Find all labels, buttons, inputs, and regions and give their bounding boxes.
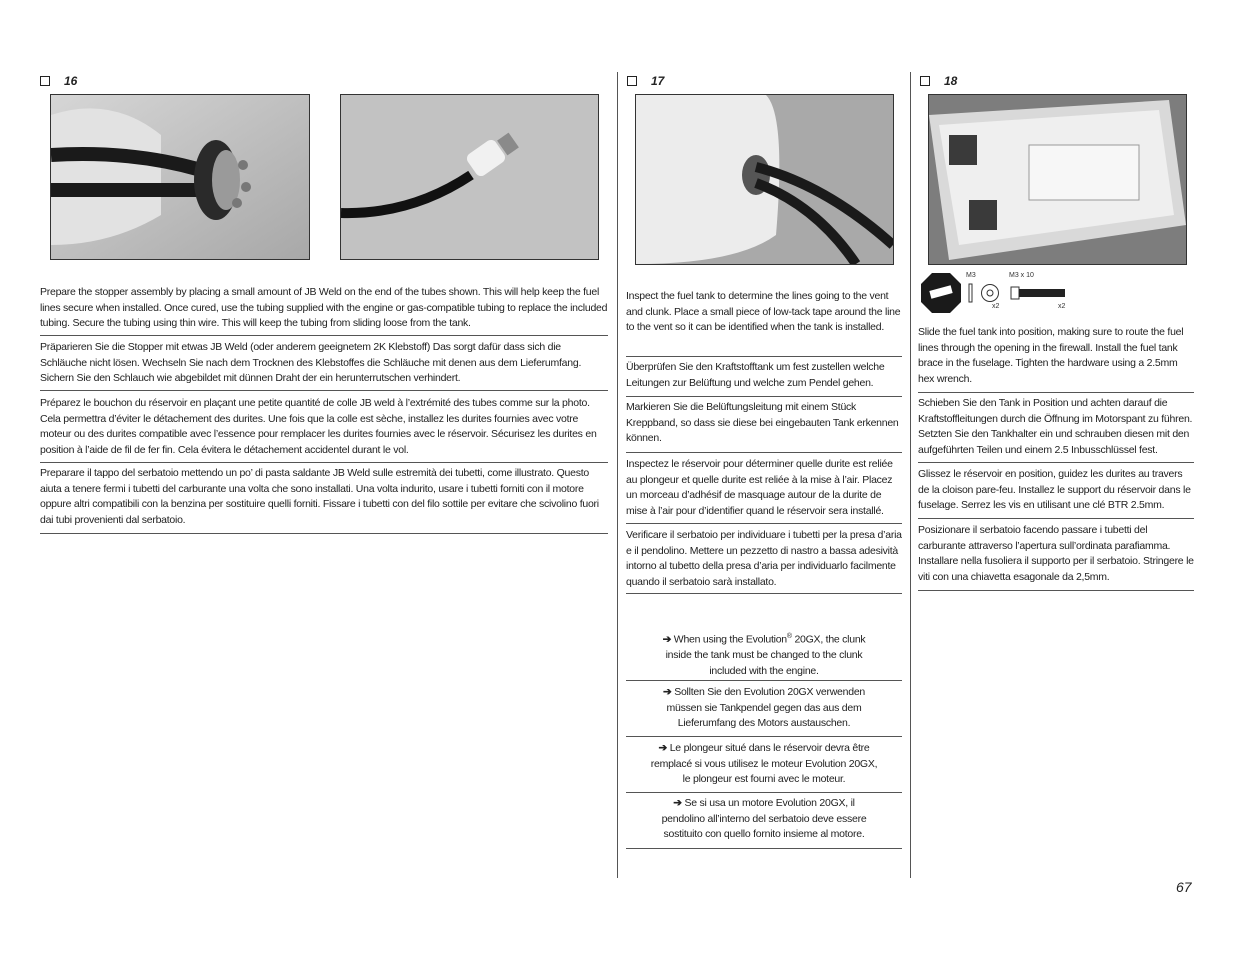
hardware-qty: x2 <box>992 303 1000 310</box>
step16-text-fr: Préparez le bouchon du réservoir en plaçant une petite quantité de colle JB weld à l’extrémité des tubes comme sur la photo. Cela permettra d’éviter le détachement des durites. Une fois que la colle est sèche, installez les durites fournies avec votre moteur ou des durites compatible avec l’essence pour remplacer les durites fournies avec le réservoir. Sécurisez les durites en position à l’aide de fil de fer fin. Cela évitera le détachement accidentel durant le vol. <box>40 397 597 457</box>
step18-text-it: Posizionare il serbatoio facendo passare i tubetti del carburante attraverso l’apertura sull’ordinata parafiamma. Installare nella fusoliera il supporto per il serbatoio. Stringere le viti con una chiavetta esagonale da 2,5mm. <box>918 524 1194 584</box>
step-17-header <box>627 74 664 88</box>
arrow-right-icon: ➔ <box>662 686 672 698</box>
divider <box>626 356 902 357</box>
step-16-header <box>40 74 77 88</box>
hex-wrench-icon <box>920 272 962 314</box>
washer-side-icon <box>968 283 974 303</box>
hardware-label: M3 <box>966 272 976 279</box>
column-divider <box>617 72 618 878</box>
step18-text-en: Slide the fuel tank into position, making sure to route the fuel lines through the opening in the firewall. Install the fuel tank brace in the fuselage. Tighten the hardware using a 2.5mm hex wrench. <box>918 326 1184 386</box>
divider <box>626 396 902 397</box>
stopper-photo-hand <box>50 94 310 260</box>
hardware-qty: x2 <box>1058 303 1066 310</box>
divider <box>918 590 1194 591</box>
step17-text-en: Inspect the fuel tank to determine the lines going to the vent and clunk. Place a small piece of low-tack tape around the line to the vent so it can be identified when the tank is installed. <box>626 290 901 334</box>
step17-text-de1: Überprüfen Sie den Kraftstofftank um fest zustellen welche Leitungen zur Belüftung und welche zum Pendel gehen. <box>626 361 885 389</box>
divider <box>626 593 902 594</box>
note-it: ➔ Se si usa un motore Evolution 20GX, il pendolino all’interno del serbatoio deve essere sostituito con quello fornito insieme al motore. <box>661 797 867 841</box>
stopper-photo-tube <box>340 94 599 260</box>
page-number: 67 <box>1176 879 1192 895</box>
note-de: ➔ Sollten Sie den Evolution 20GX verwenden müssen sie Tankpendel gegen das aus dem Lieferumfang des Motors austauschen. <box>662 686 866 730</box>
step-number: 17 <box>651 74 665 88</box>
divider <box>40 335 608 336</box>
step16-text-en: Prepare the stopper assembly by placing a small amount of JB Weld on the end of the tubes shown. This will help keep the fuel lines secure when installed. Once cured, use the tubing supplied with the engine or gas-compatible tubing to replace the included tubing. Secure the tubing using thin wire. This will keep the tubing from sliding loose from the tank. <box>40 286 608 330</box>
step17-text-fr: Inspectez le réservoir pour déterminer quelle durite est reliée au plongeur et quelle durite est reliée à la mise à l’air. Placez un morceau d’adhésif de masquage autour de la durite de mise à l’air pour d’identifier quand le réservoir sera installé. <box>626 458 893 518</box>
step-18-header <box>920 74 957 88</box>
screw-icon <box>1010 286 1066 300</box>
divider <box>40 462 608 463</box>
step16-text-it: Preparare il tappo del serbatoio mettendo un po’ di pasta saldante JB Weld sulle estremità dei tubetti, come illustrato. Questo aiuta a tenere fermi i tubetti del carburante una volta che sono installati. Una volta indurito, usare i tubetti forniti con il motore oppure altri compatibili con la benzina per sostituire quelli forniti. Fissare i tubetti con del filo sottile per evitare che scivolino fuori dai tubi provenienti dal serbatoio. <box>40 467 599 527</box>
checkbox-icon <box>627 76 637 86</box>
divider <box>626 792 902 793</box>
note-fr: ➔ Le plongeur situé dans le réservoir devra être remplacé si vous utilisez le moteur Evolution 20GX, le plongeur est fourni avec le moteur. <box>650 742 878 786</box>
divider <box>626 680 902 681</box>
checkbox-icon <box>920 76 930 86</box>
step-number: 16 <box>64 74 78 88</box>
step17-text-de2: Markieren Sie die Belüftungsleitung mit einem Stück Kreppband, so dass sie diese bei eingebauten Tank erkennen können. <box>626 401 899 445</box>
divider <box>626 736 902 737</box>
divider <box>40 533 608 534</box>
divider <box>626 452 902 453</box>
note-en: ➔ When using the Evolution® 20GX, the clunk inside the tank must be changed to the clunk included with the engine. <box>662 633 866 677</box>
step-number: 18 <box>944 74 958 88</box>
divider <box>626 848 902 849</box>
step18-text-fr: Glissez le réservoir en position, guidez les durites au travers de la cloison pare-feu. Installez le support du réservoir dans le fuselage. Serrez les vis en utilisant une clé BTR 2.5mm. <box>918 468 1191 512</box>
arrow-right-icon: ➔ <box>662 633 672 646</box>
hardware-label: M3 x 10 <box>1009 272 1034 279</box>
divider <box>918 518 1194 519</box>
checkbox-icon <box>40 76 50 86</box>
step16-text-de: Präparieren Sie die Stopper mit etwas JB Weld (oder anderem geeignetem 2K Klebstoff) Das sorgt dafür dass sich die Schläuche nicht lösen. Wechseln Sie nach dem Trocknen des Klebstoffes die Schläuche mit denen aus dem Lieferumfang. Sichern Sie den Schlauch wie abgebildet mit dünnen Draht der ein herunterrutschen verhindert. <box>40 341 582 385</box>
fuselage-photo <box>928 94 1187 265</box>
divider <box>40 390 608 391</box>
step18-text-de: Schieben Sie den Tank in Position und achten darauf die Kraftstoffleitungen durch die Öffnung im Motorspant zu führen. Setzten Sie den Tankhalter ein und schrauben diesen mit den aufgeführten Teilen und einem 2.5 Inbusschlüssel fest. <box>918 397 1193 457</box>
fuel-tank-photo <box>635 94 894 265</box>
arrow-right-icon: ➔ <box>673 797 682 809</box>
divider <box>918 462 1194 463</box>
divider <box>918 392 1194 393</box>
step17-text-it: Verificare il serbatoio per individuare i tubetti per la presa d’aria e il pendolino. Mettere un pezzetto di nastro a bassa adesività intorno al tubetto della presa d’aria per individuarlo facilmente quando il serbatoio sarà installato. <box>626 529 902 589</box>
column-divider <box>910 72 911 878</box>
arrow-right-icon: ➔ <box>658 742 668 754</box>
divider <box>626 523 902 524</box>
washer-icon <box>980 283 1000 303</box>
